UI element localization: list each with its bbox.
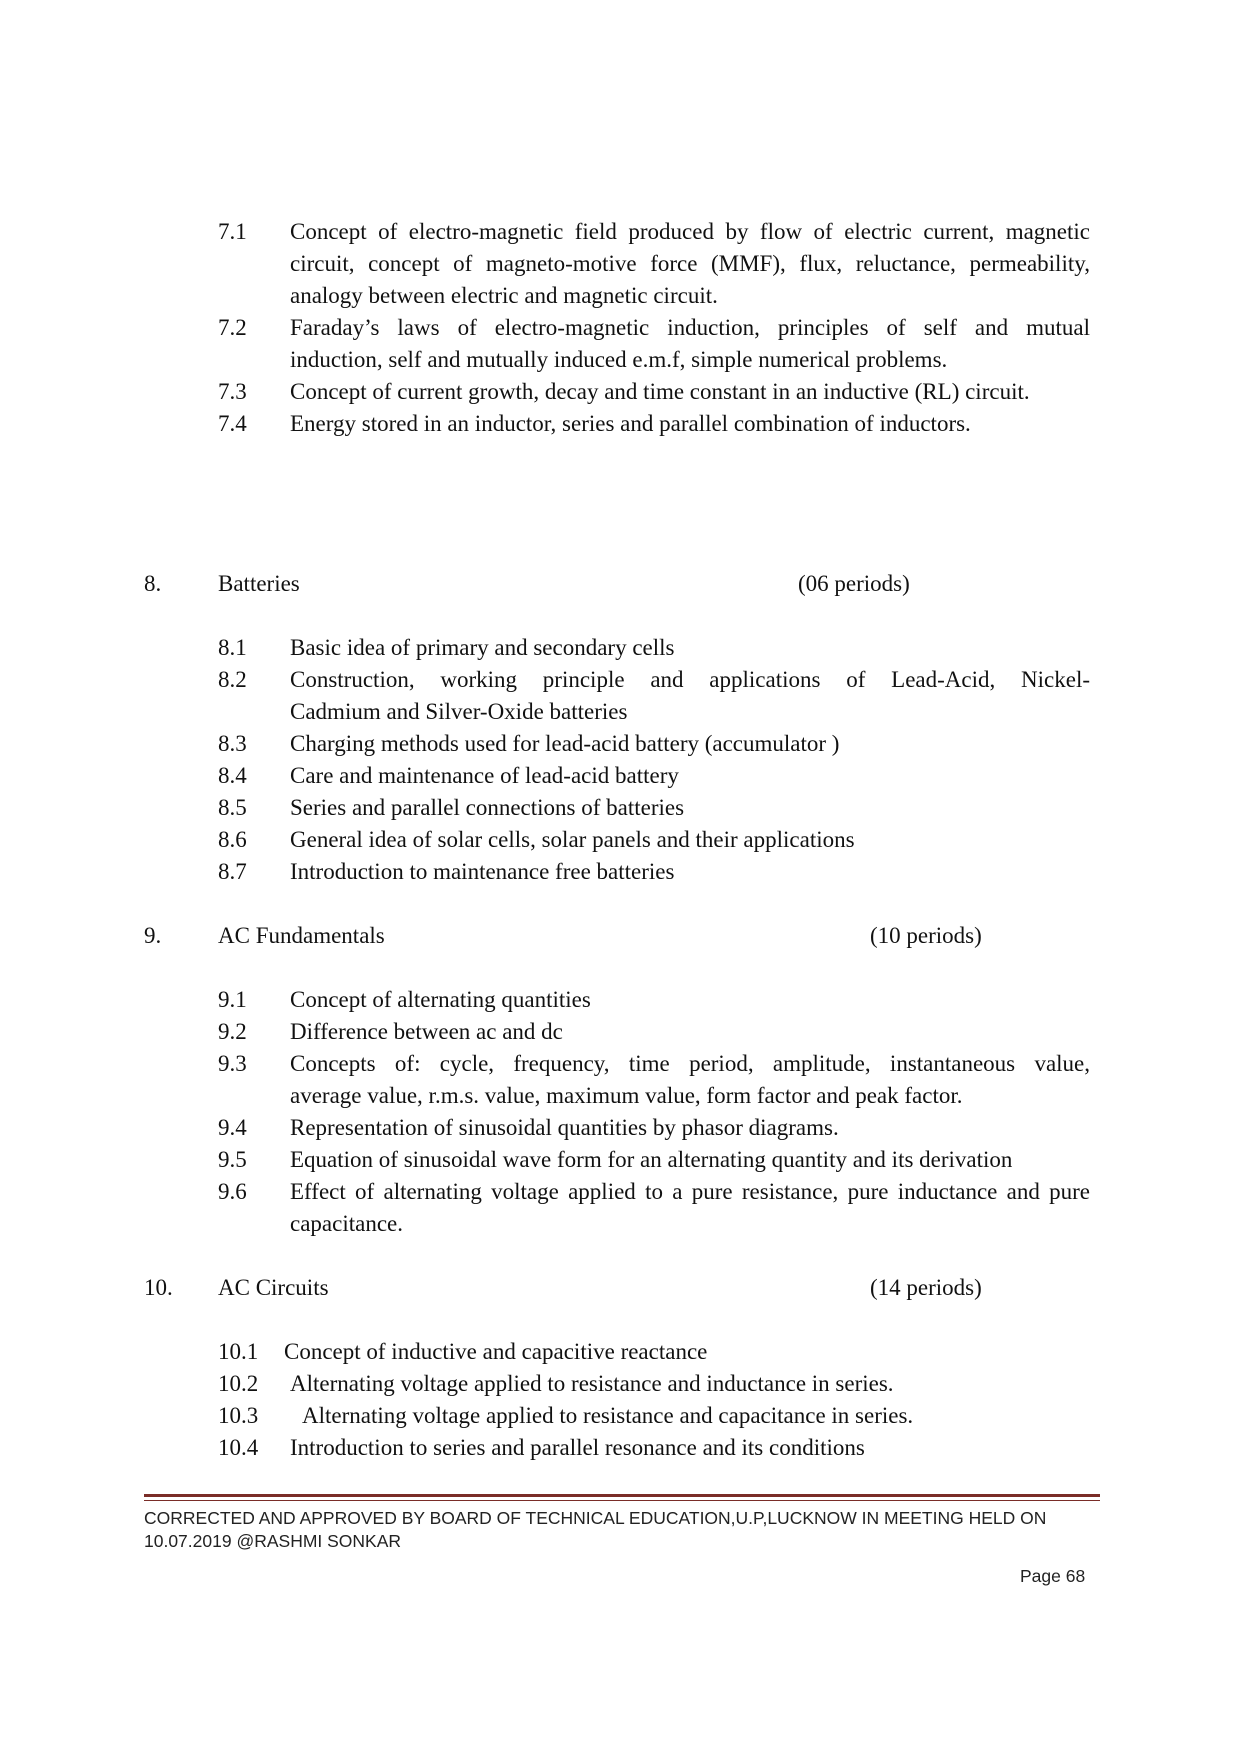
item-text-line: Alternating voltage applied to resistance and inductance in series.	[290, 1371, 894, 1396]
section-periods: (10 periods)	[870, 923, 982, 948]
item-text-line: Energy stored in an inductor, series and parallel combination of inductors.	[290, 411, 971, 436]
item-number: 10.1	[218, 1339, 259, 1364]
item-number: 8.2	[218, 667, 247, 692]
section-number: 10.	[144, 1275, 173, 1300]
item-text-line: circuit, concept of magneto-motive force (MMF), flux, reluctance, permeability,	[290, 251, 1090, 276]
item-number: 8.5	[218, 795, 247, 820]
item-number: 7.4	[218, 411, 247, 436]
item-number: 10.2	[218, 1371, 259, 1396]
item-text-line: Construction, working principle and applications of Lead-Acid, Nickel-	[290, 667, 1090, 692]
item-text-line: Concept of inductive and capacitive reactance	[284, 1339, 708, 1364]
item-number: 9.1	[218, 987, 247, 1012]
item-number: 10.4	[218, 1435, 259, 1460]
section-number: 9.	[144, 923, 162, 948]
item-text-line: Difference between ac and dc	[290, 1019, 563, 1044]
item-number: 10.3	[218, 1403, 259, 1428]
section-title: Batteries	[218, 571, 300, 596]
item-text-line: Basic idea of primary and secondary cells	[290, 635, 675, 660]
item-number: 9.5	[218, 1147, 247, 1172]
item-text-line: Charging methods used for lead-acid battery (accumulator )	[290, 731, 840, 756]
item-text-line: Series and parallel connections of batteries	[290, 795, 685, 820]
item-number: 7.3	[218, 379, 247, 404]
item-number: 9.4	[218, 1115, 247, 1140]
item-text-line: average value, r.m.s. value, maximum value, form factor and peak factor.	[290, 1083, 963, 1108]
section-title: AC Circuits	[218, 1275, 329, 1300]
item-text-line: Equation of sinusoidal wave form for an alternating quantity and its derivation	[290, 1147, 1013, 1172]
section-periods: (06 periods)	[798, 571, 910, 596]
item-number: 9.3	[218, 1051, 247, 1076]
item-text-line: Care and maintenance of lead-acid battery	[290, 763, 679, 788]
item-number: 8.6	[218, 827, 247, 852]
item-text-line: Alternating voltage applied to resistance and capacitance in series.	[302, 1403, 914, 1428]
item-number: 8.1	[218, 635, 247, 660]
item-number: 8.3	[218, 731, 247, 756]
item-text-line: Faraday’s laws of electro-magnetic induction, principles of self and mutual	[290, 315, 1090, 340]
item-text-line: Concept of current growth, decay and time constant in an inductive (RL) circuit.	[290, 379, 1030, 404]
section-title: AC Fundamentals	[218, 923, 385, 948]
footer-date-author: 10.07.2019 @RASHMI SONKAR	[144, 1531, 402, 1551]
item-text-line: induction, self and mutually induced e.m.f, simple numerical problems.	[290, 347, 948, 372]
item-text-line: Concepts of: cycle, frequency, time period, amplitude, instantaneous value,	[290, 1051, 1090, 1076]
footer-rule-thick	[144, 1494, 1100, 1497]
section-periods: (14 periods)	[870, 1275, 982, 1300]
item-number: 7.2	[218, 315, 247, 340]
footer-rule-thin	[144, 1500, 1100, 1501]
item-text-line: General idea of solar cells, solar panels and their applications	[290, 827, 855, 852]
page-number: Page 68	[1020, 1566, 1086, 1586]
item-text-line: Introduction to maintenance free batteries	[290, 859, 675, 884]
item-number: 8.4	[218, 763, 247, 788]
footer-approval-text: CORRECTED AND APPROVED BY BOARD OF TECHNICAL EDUCATION,U.P,LUCKNOW IN MEETING HELD ON	[144, 1508, 1047, 1528]
item-text-line: Concept of electro-magnetic field produced by flow of electric current, magnetic	[290, 219, 1090, 244]
section-number: 8.	[144, 571, 162, 596]
item-number: 8.7	[218, 859, 247, 884]
item-text-line: Representation of sinusoidal quantities by phasor diagrams.	[290, 1115, 839, 1140]
item-number: 7.1	[218, 219, 247, 244]
item-text-line: capacitance.	[290, 1211, 403, 1236]
item-text-line: Cadmium and Silver-Oxide batteries	[290, 699, 628, 724]
item-text-line: Concept of alternating quantities	[290, 987, 591, 1012]
item-number: 9.2	[218, 1019, 247, 1044]
item-text-line: Introduction to series and parallel resonance and its conditions	[290, 1435, 865, 1460]
item-text-line: analogy between electric and magnetic circuit.	[290, 283, 718, 308]
item-text-line: Effect of alternating voltage applied to a pure resistance, pure inductance and pure	[290, 1179, 1090, 1204]
item-number: 9.6	[218, 1179, 247, 1204]
